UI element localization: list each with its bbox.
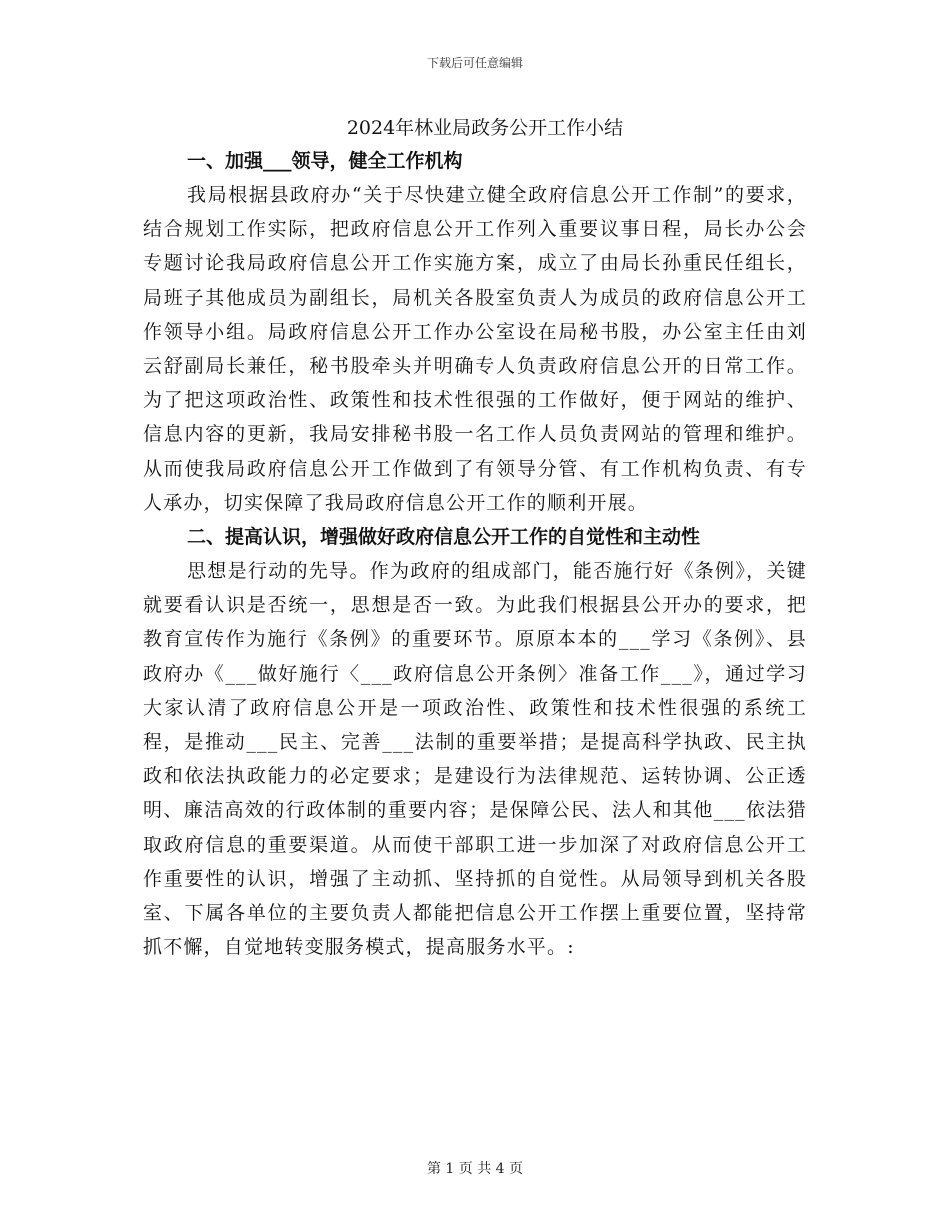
document-body bbox=[143, 112, 807, 964]
section-heading-1: 一、加强___领导，健全工作机构 bbox=[187, 150, 463, 172]
document-title: 2024年林业局政务公开工作小结 bbox=[346, 117, 624, 139]
page-number-footer: 第 1 页 共 4 页 bbox=[426, 1161, 524, 1177]
section-heading-2: 二、提高认识，增强做好政府信息公开工作的自觉性和主动性 bbox=[187, 526, 701, 549]
header-note: 下载后可任意编辑 bbox=[426, 56, 523, 70]
section-paragraph-1: 我局根据县政府办“关于尽快建立健全政府信息公开工作制”的要求，结合规划工作实际，把政府信息公开工作列入重要议事日程，局长办公会专题讨论我局政府信息公开工作实施方案，成立了由局长孙重民任组长，局班子其他成员为副组长，局机关各股室负责人为成员的政府信息公开工作领导小组。局政府信息公开工作办公室设在局秘书股，办公室主任由刘云舒副局长兼任，秘书股牵头并明确专人负责政府信息公开的日常工作。为了把这项政治性、政策性和技术性很强的工作做好，便于网站的维护、信息内容的更新，我局安排秘书股一名工作人员负责网站的管理和维护。从而使我局政府信息公开工作做到了有领导分管、有工作机构负责、有专人承办，切实保障了我局政府信息公开工作的顺利开展。 bbox=[143, 184, 807, 514]
section-paragraph-2: 思想是行动的先导。作为政府的组成部门，能否施行好《条例》，关键就要看认识是否统一，思想是否一致。为此我们根据县公开办的要求，把教育宣传作为施行《条例》的重要环节。原原本本的___学习《条例》、县政府办《___做好施行〈___政府信息公开条例〉准备工作___》，通过学习大家认清了政府信息公开是一项政治性、政策性和技术性很强的系统工程，是推动___民主、完善___法制的重要举措；是提高科学执政、民主执政和依法执政能力的必定要求；是建设行为法律规范、运转协调、公正透明、廉洁高效的行政体制的重要内容；是保障公民、法人和其他___依法猎取政府信息的重要渠道。从而使干部职工进一步加深了对政府信息公开工作重要性的认识，增强了主动抓、坚持抓的自觉性。从局领导到机关各股室、下属各单位的主要负责人都能把信息公开工作摆上重要位置，坚持常抓不懈，自觉地转变服务模式，提高服务水平。: bbox=[143, 560, 807, 959]
